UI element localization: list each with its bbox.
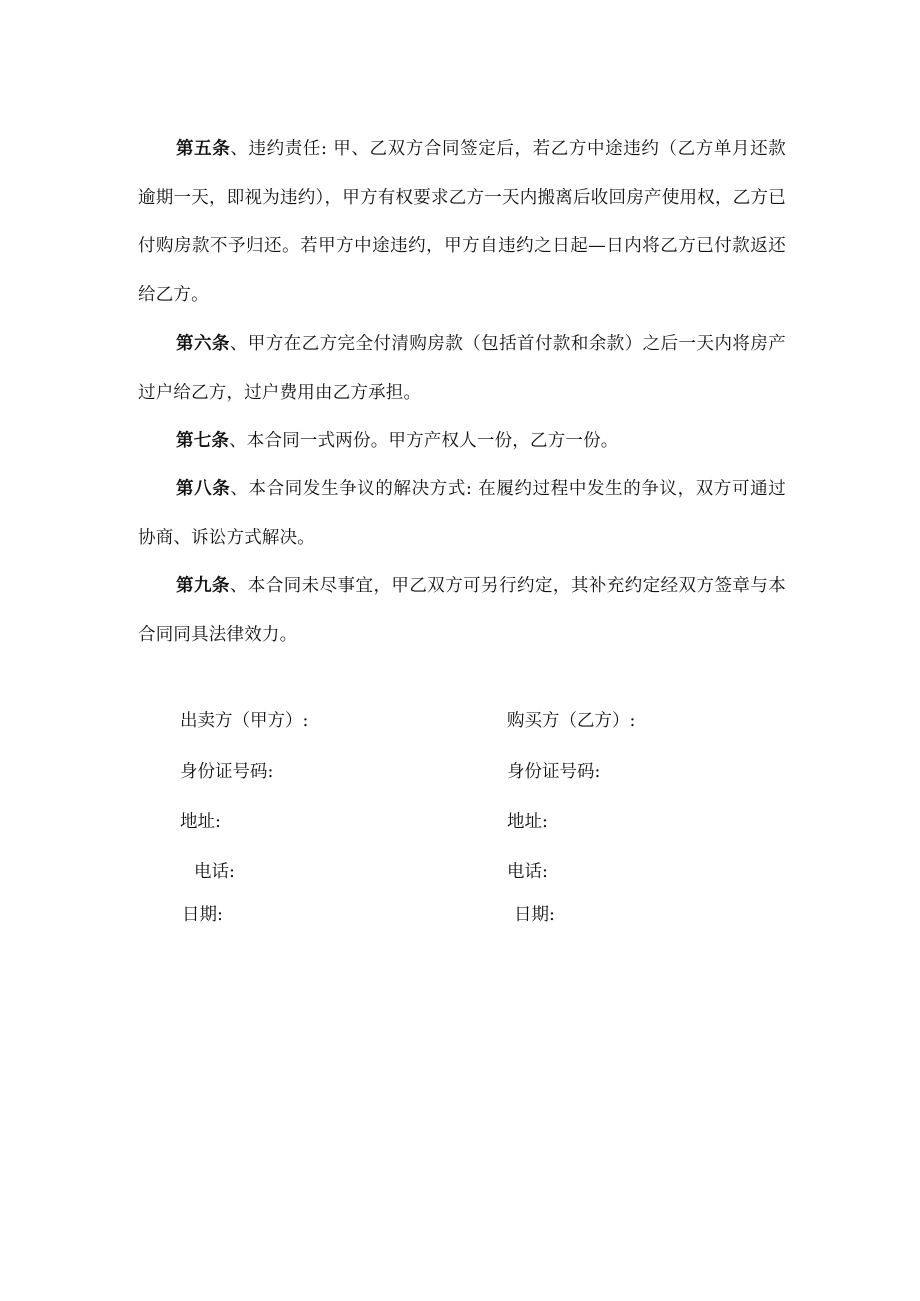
- article-7-text: 、本合同一式两份。甲方产权人一份，乙方一份。: [229, 431, 619, 451]
- article-8-heading: 第八条: [176, 479, 231, 499]
- seller-phone-label: 电话:: [194, 862, 235, 882]
- buyer-date-label: 日期:: [514, 905, 555, 925]
- article-5-text: 、违约责任: 甲、乙双方合同签定后，若乙方中途违约（乙方单月还款逾期一天，即视为违约），甲方有权要求乙方一天内搬离后收回房产使用权，乙方已付购房款不予归还。若甲方中途违约，甲方自违约之日起—日内将乙方已付款返还给乙方。: [138, 139, 787, 305]
- article-5-paragraph: [138, 125, 786, 319]
- article-5-heading: 第五条: [176, 139, 231, 159]
- article-7-paragraph: [138, 417, 786, 466]
- seller-party-label: 出卖方（甲方）:: [180, 711, 309, 731]
- seller-id-number-label: 身份证号码:: [180, 762, 274, 782]
- article-8-paragraph: [138, 465, 786, 562]
- article-8-text: 、本合同发生争议的解决方式: 在履约过程中发生的争议，双方可通过协商、诉讼方式解决。: [138, 479, 787, 548]
- article-6-paragraph: [138, 320, 786, 417]
- article-7-heading: 第七条: [176, 431, 230, 451]
- article-9-paragraph: [138, 562, 786, 659]
- article-6-text: 、甲方在乙方完全付清购房款（包括首付款和余款）之后一天内将房产过户给乙方，过户费用由乙方承担。: [138, 334, 787, 403]
- seller-date-label: 日期:: [182, 905, 223, 925]
- buyer-id-number-label: 身份证号码:: [507, 762, 601, 782]
- buyer-phone-label: 电话:: [507, 862, 548, 882]
- buyer-party-label: 购买方（乙方）:: [507, 711, 636, 731]
- seller-address-label: 地址:: [180, 812, 221, 832]
- buyer-address-label: 地址:: [507, 812, 548, 832]
- article-9-heading: 第九条: [176, 576, 230, 596]
- article-6-heading: 第六条: [176, 334, 230, 354]
- article-9-text: 、本合同未尽事宜，甲乙双方可另行约定，其补充约定经双方签章与本合同同具法律效力。: [138, 576, 787, 645]
